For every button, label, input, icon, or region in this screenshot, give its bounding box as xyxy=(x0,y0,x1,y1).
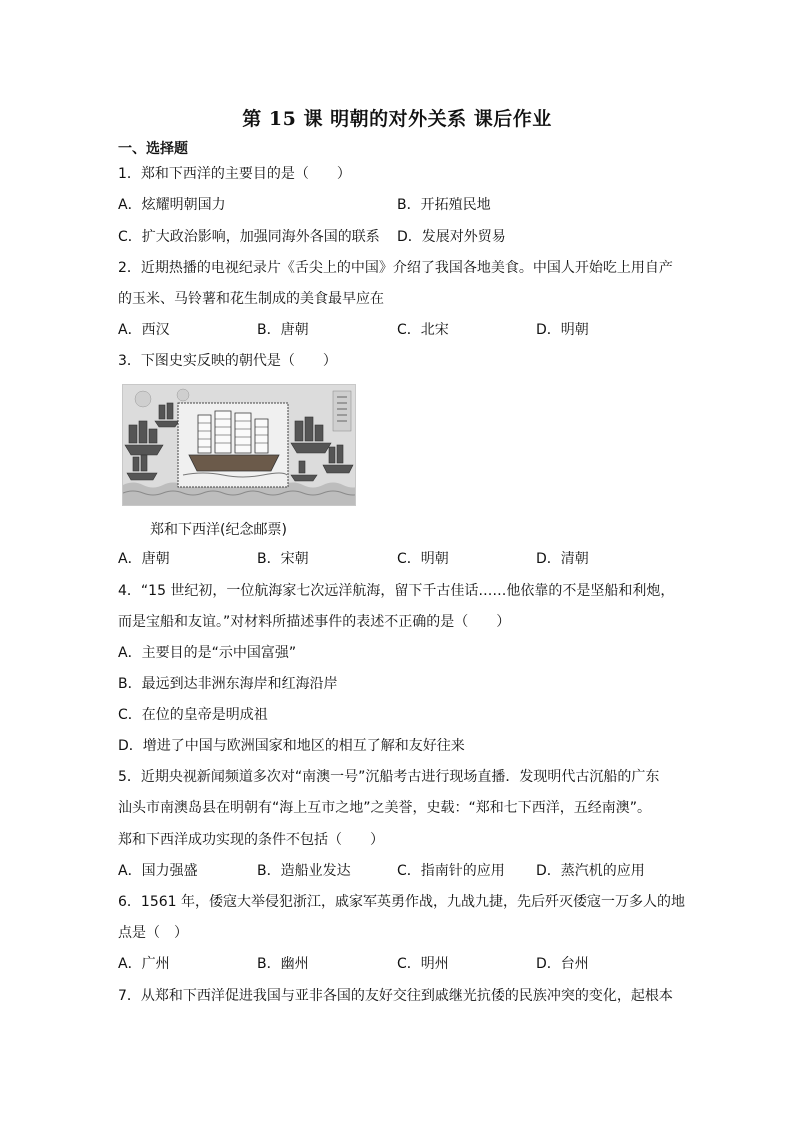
question-4-stem-line-2: 而是宝船和友谊。”对材料所描述事件的表述不正确的是（ ） xyxy=(118,614,511,630)
question-1-stem: 1．郑和下西洋的主要目的是（ ） xyxy=(118,166,351,182)
page-title: 第 15 课 明朝的对外关系 课后作业 xyxy=(242,108,552,130)
ships-illustration xyxy=(123,385,355,505)
question-4-option-d: D．增进了中国与欧洲国家和地区的相互了解和友好往来 xyxy=(118,738,465,754)
question-3-stem: 3．下图史实反映的朝代是（ ） xyxy=(118,353,337,369)
question-7-stem-line-1: 7．从郑和下西洋促进我国与亚非各国的友好交往到戚继光抗倭的民族冲突的变化，起根本 xyxy=(118,988,673,1004)
question-3-option-a: A．唐朝 xyxy=(118,551,170,567)
question-6-option-b: B．幽州 xyxy=(257,956,309,972)
question-3-option-b: B．宋朝 xyxy=(257,551,309,567)
stamp-caption: 郑和下西洋(纪念邮票) xyxy=(150,522,287,538)
question-1-option-b: B．开拓殖民地 xyxy=(397,197,491,213)
question-5-option-b: B．造船业发达 xyxy=(257,863,351,879)
question-1-option-d: D．发展对外贸易 xyxy=(397,229,506,245)
question-1-option-c: C．扩大政治影响，加强同海外各国的联系 xyxy=(118,229,380,245)
question-4-stem-line-1: 4．“15 世纪初，一位航海家七次远洋航海，留下千古佳话……他依靠的不是坚船和利炮， xyxy=(118,583,675,599)
question-6-stem-line-2: 点是（ ） xyxy=(118,925,188,941)
question-6-option-d: D．台州 xyxy=(536,956,589,972)
section-heading: 一、选择题 xyxy=(118,141,188,157)
question-5-stem-line-1: 5．近期央视新闻频道多次对“南澳一号”沉船考古进行现场直播．发现明代古沉船的广东 xyxy=(118,769,660,785)
question-2-option-d: D．明朝 xyxy=(536,322,589,338)
question-3-option-c: C．明朝 xyxy=(397,551,449,567)
question-2-stem-line-2: 的玉米、马铃薯和花生制成的美食最早应在 xyxy=(118,291,384,307)
stamp-image xyxy=(122,384,356,506)
question-5-stem-line-3: 郑和下西洋成功实现的条件不包括（ ） xyxy=(118,832,384,848)
question-4-option-b: B．最远到达非洲东海岸和红海沿岸 xyxy=(118,676,338,692)
question-2-stem-line-1: 2．近期热播的电视纪录片《舌尖上的中国》介绍了我国各地美食。中国人开始吃上用自产 xyxy=(118,260,673,276)
question-5-stem-line-2: 汕头市南澳岛县在明朝有“海上互市之地”之美誉，史载：“郑和七下西洋，五经南澳”。 xyxy=(118,800,652,816)
question-4-option-a: A．主要目的是“示中国富强” xyxy=(118,645,297,661)
question-5-option-a: A．国力强盛 xyxy=(118,863,198,879)
question-3-option-d: D．清朝 xyxy=(536,551,589,567)
question-5-option-c: C．指南针的应用 xyxy=(397,863,505,879)
question-2-option-a: A．西汉 xyxy=(118,322,170,338)
question-4-option-c: C．在位的皇帝是明成祖 xyxy=(118,707,268,723)
question-6-stem-line-1: 6．1561 年，倭寇大举侵犯浙江，戚家军英勇作战，九战九捷，先后歼灭倭寇一万多人的地 xyxy=(118,894,685,910)
question-6-option-c: C．明州 xyxy=(397,956,449,972)
question-6-option-a: A．广州 xyxy=(118,956,170,972)
question-2-option-c: C．北宋 xyxy=(397,322,449,338)
question-1-option-a: A．炫耀明朝国力 xyxy=(118,197,226,213)
question-5-option-d: D．蒸汽机的应用 xyxy=(536,863,645,879)
question-2-option-b: B．唐朝 xyxy=(257,322,309,338)
